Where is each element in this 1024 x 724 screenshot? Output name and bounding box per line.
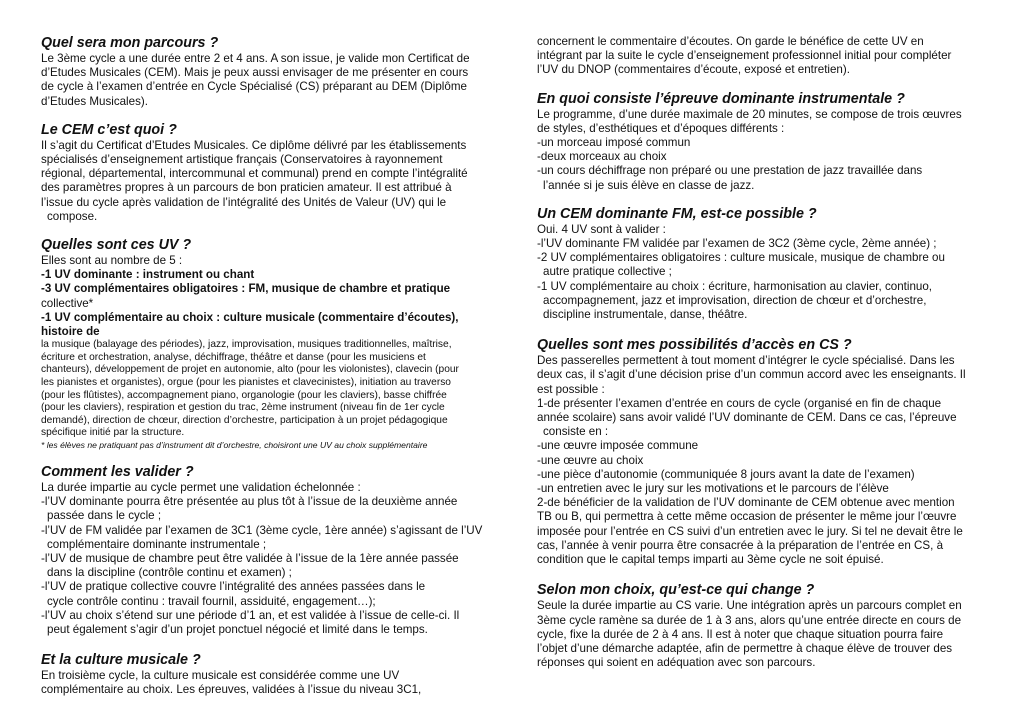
text-line: Il s’agit du Certificat d’Etudes Musicales. Ce diplôme délivré par les établissements xyxy=(41,138,467,152)
section-body-epreuve xyxy=(537,108,989,193)
text-line: régional, départemental, intercommunal et communal) prend en compte l’intégralité xyxy=(41,167,468,181)
text-line: Des passerelles permettent à tout moment d’intégrer le cycle spécialisé. Dans les xyxy=(537,354,955,368)
text-line: accompagnement, jazz et improvisation, direction de chœur et d’orchestre, xyxy=(543,293,927,307)
text-line: année scolaire) sans avoir validé l’UV dominante de CEM. Dans ce cas, l’épreuve xyxy=(537,411,957,425)
text-line: 2-de bénéficier de la validation de l’UV dominante de CEM obtenue avec mention xyxy=(537,496,955,510)
section-body-valider xyxy=(41,481,493,637)
section-body-parcours xyxy=(41,52,493,109)
uv-obligatoires-line: -2 UV complémentaires obligatoires : culture musicale, musique de chambre ou xyxy=(537,251,945,265)
text-line: Oui. 4 UV sont à valider : xyxy=(537,222,666,236)
text-line: Elles sont au nombre de 5 : xyxy=(41,254,183,268)
text-line: spécifique initié par la structure. xyxy=(41,427,185,439)
text-line: -un entretien avec le jury sur les motivations et le parcours de l’élève xyxy=(537,482,889,496)
section-title-acces-cs: Quelles sont mes possibilités d’accès en CS ? xyxy=(537,337,852,354)
text-line: chanteurs), développement de projet en autonomie, alto (pour les violonistes), clavecin (pour xyxy=(41,364,459,376)
text-line: -un morceau imposé commun xyxy=(537,136,691,150)
text-line: la musique (balayage des périodes), jazz, improvisation, musiques traditionnelles, maîtrise, xyxy=(41,339,452,351)
left-column xyxy=(41,34,493,698)
section-body-cem-fm xyxy=(537,223,989,322)
text-line: La durée impartie au cycle permet une validation échelonnée : xyxy=(41,481,361,494)
text-line: -une pièce d’autonomie (communiquée 8 jours avant la date de l’examen) xyxy=(537,467,915,481)
text-line: l’issue du cycle après validation de l’intégralité des Unités de Valeur (UV) qui le xyxy=(41,195,447,209)
text-line: -une œuvre au choix xyxy=(537,453,644,467)
text-line: Le programme, d’une durée maximale de 20 minutes, se compose de trois œuvres xyxy=(537,107,962,121)
text-line: les pianistes et organistes), orgue (pour les pianistes et clavecinistes), initiation au traverso xyxy=(41,377,451,389)
text-line: -une œuvre imposée commune xyxy=(537,439,699,453)
section-title-cem-fm: Un CEM dominante FM, est-ce possible ? xyxy=(537,205,817,222)
text-line: TB ou B, qui permettra à cette même occasion de présenter le même jour l’œuvre xyxy=(537,510,957,524)
text-line: consiste en : xyxy=(543,425,609,439)
uv-choix-list xyxy=(41,339,493,440)
text-line: (pour les flûtistes), accompagnement piano, organologie (pour les claviers), basse chiffrée xyxy=(41,389,447,401)
text-line: des paramètres propres à un parcours de bon praticien amateur. Il est attribué à xyxy=(41,181,452,195)
text-line: l’objet d’une démarche adaptée, afin de permettre à chaque élève de trouver des xyxy=(537,641,953,655)
text-line: -deux morceaux au choix xyxy=(537,150,667,164)
text-line: écriture et orchestration, analyse, déchiffrage, théâtre et danse (pour les musiciens et xyxy=(41,351,426,363)
text-line: -un cours déchiffrage non préparé ou une prestation de jazz travaillée dans xyxy=(537,164,923,178)
section-title-choix: Selon mon choix, qu’est-ce qui change ? xyxy=(537,582,815,599)
section-title-epreuve: En quoi consiste l’épreuve dominante instrumentale ? xyxy=(537,90,905,107)
section-body-culture-cont xyxy=(537,35,989,78)
text-line: réponses qui soient en adéquation avec son parcours. xyxy=(537,656,816,670)
text-line: de styles, d’esthétiques et d’époques différents : xyxy=(537,121,785,135)
text-line: imposée pour l’entrée en CS suivi d’un entretien avec le jury. Si tel ne devait être le xyxy=(537,524,963,538)
text-line: cycle, fixe la durée de 2 à 4 ans. Il est à noter que chaque situation pourra faire xyxy=(537,627,944,641)
text-line: -l’UV de FM validée par l’examen de 3C1 (3ème cycle, 1ère année) s’agissant de l’UV xyxy=(41,523,483,537)
section-title-valider: Comment les valider ? xyxy=(41,464,194,480)
section-body-culture xyxy=(41,669,493,697)
text-line: passée dans le cycle ; xyxy=(47,509,162,523)
text-line: demandé), direction de chœur, direction d’orchestre, participation à un projet pédagogique xyxy=(41,414,448,426)
section-body-choix xyxy=(537,599,989,670)
text-line: d’Etudes Musicales). xyxy=(41,94,148,108)
text-line: d’Etudes Musicales (CEM). Mais je peux aussi envisager de me présenter en cours xyxy=(41,66,469,80)
text-line: discipline instrumentale, danse, théâtre. xyxy=(543,308,748,322)
section-body-cem xyxy=(41,139,493,224)
text-line: complémentaire dominante instrumentale ; xyxy=(47,537,267,551)
text-line: condition que le capital temps imparti au 3ème cycle ne soit épuisé. xyxy=(537,553,884,567)
text-line: -l’UV au choix s’étend sur une période d’1 an, et est validée à l’issue de celle-ci. Il xyxy=(41,608,460,622)
text-line: 3ème cycle ramène sa durée de 1 à 3 ans, alors qu’une entrée directe en cours de xyxy=(537,613,962,627)
text-line: collective* xyxy=(41,296,94,310)
footnote: * les élèves ne pratiquant pas d’instrument dit d’orchestre, choisiront une UV au choix supplémentaire xyxy=(41,440,428,450)
text-line: peut également s’agir d’un projet ponctuel négocié et limité dans le temps. xyxy=(47,623,428,637)
uv-choix-line: -1 UV complémentaire au choix : écriture, harmonisation au clavier, continuo, xyxy=(537,279,933,293)
section-title-uv: Quelles sont ces UV ? xyxy=(41,237,192,254)
text-line: de cycle à l’examen d’entrée en Cycle Spécialisé (CS) préparant au DEM (Diplôme xyxy=(41,80,467,94)
text-line: -l’UV dominante pourra être présentée au plus tôt à l’issue de la deuxième année xyxy=(41,495,458,509)
right-column xyxy=(537,35,989,670)
text-line: -l’UV de musique de chambre peut être validée à l’issue de la 1ère année passée xyxy=(41,552,459,566)
text-line: est possible : xyxy=(537,382,605,396)
text-line: -l’UV de pratique collective couvre l’intégralité des années passées dans le xyxy=(41,580,426,594)
text-line: intégrant par la suite le cycle d’enseignement professionnel initial pour compléter xyxy=(537,49,952,63)
text-line: 1-de présenter l’examen d’entrée en cours de cycle (organisé en fin de chaque xyxy=(537,396,942,410)
text-line: Seule la durée impartie au CS varie. Une intégration après un parcours complet en xyxy=(537,599,962,613)
text-line: (pour les claviers), respiration et gestion du trac, 2ème instrument (niveau fin de 1er cycle xyxy=(41,402,445,414)
text-line: complémentaire au choix. Les épreuves, validées à l’issue du niveau 3C1, xyxy=(41,683,422,697)
uv-dominante-line: -1 UV dominante : instrument ou chant xyxy=(41,268,255,282)
text-line: Le 3ème cycle a une durée entre 2 et 4 ans. A son issue, je valide mon Certificat de xyxy=(41,52,470,65)
text-line: cas, l’année à venir pourra être consacrée à la préparation de l’entrée en CS, à xyxy=(537,538,944,552)
uv-obligatoires-line: -3 UV complémentaires obligatoires : FM, musique de chambre et pratique xyxy=(41,282,451,296)
text-line: concernent le commentaire d’écoutes. On garde le bénéfice de cette UV en xyxy=(537,35,924,48)
text-line: compose. xyxy=(47,209,98,223)
text-line: l’UV du DNOP (commentaires d’écoute, exposé et entretien). xyxy=(537,63,850,77)
section-title-parcours: Quel sera mon parcours ? xyxy=(41,35,219,51)
uv-dominante-fm-line: -l’UV dominante FM validée par l’examen de 3C2 (3ème cycle, 2ème année) ; xyxy=(537,237,937,251)
text-line: En troisième cycle, la culture musicale est considérée comme une UV xyxy=(41,669,400,683)
text-line: cycle contrôle continu : travail fournil, assiduité, engagement…); xyxy=(47,594,376,608)
text-line: dans la discipline (contrôle continu et examen) ; xyxy=(47,566,292,580)
section-body-acces-cs xyxy=(537,354,989,567)
text-line: spécialisés d’enseignement artistique français (Conservatoires à rayonnement xyxy=(41,153,443,167)
section-title-culture: Et la culture musicale ? xyxy=(41,652,201,669)
text-line: deux cas, il s’agit d’une décision prise d’un commun accord avec les enseignants. Il xyxy=(537,368,966,382)
text-line: l’année si je suis élève en classe de jazz. xyxy=(543,178,755,192)
section-title-cem: Le CEM c’est quoi ? xyxy=(41,121,177,138)
text-line: autre pratique collective ; xyxy=(543,265,672,279)
uv-choix-line: -1 UV complémentaire au choix : culture musicale (commentaire d’écoutes), histoire de xyxy=(41,310,459,339)
